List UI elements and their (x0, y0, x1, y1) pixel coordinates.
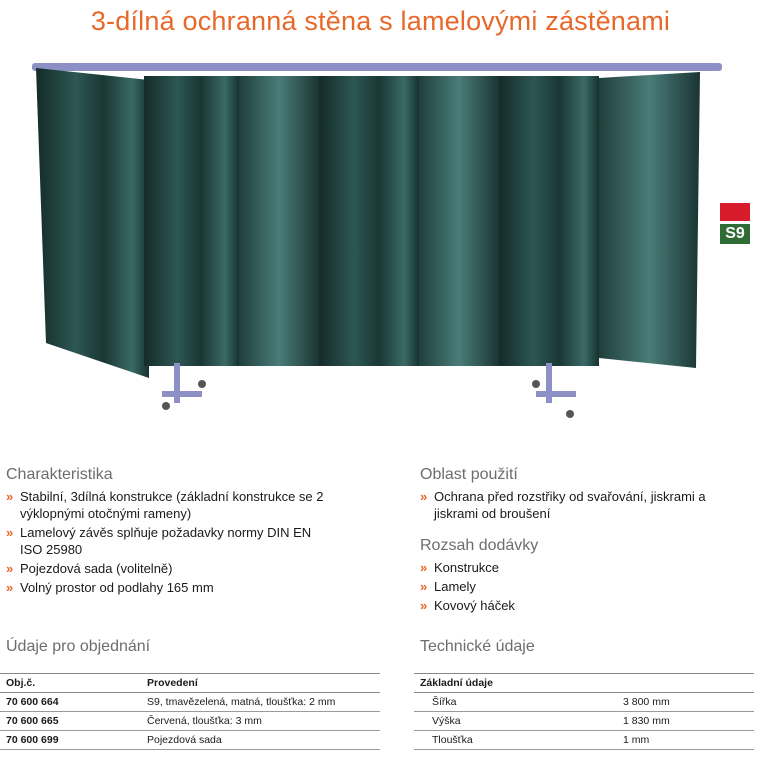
right-curtain (599, 72, 700, 368)
spec-label: Tloušťka (414, 731, 617, 750)
lamella (239, 76, 319, 366)
characteristics-list (6, 488, 326, 598)
top-rail (32, 63, 722, 71)
product-image (24, 58, 734, 438)
table-row (0, 693, 380, 712)
list-item: » Kovový háček (420, 597, 720, 614)
category-badge (720, 203, 750, 244)
lamella (419, 76, 499, 366)
technical-table (414, 673, 754, 750)
list-item: » Lamely (420, 578, 720, 595)
characteristics-heading: Charakteristika (6, 466, 113, 483)
order-description: Pojezdová sada (141, 731, 380, 750)
column-header: Provedení (141, 674, 380, 693)
lamella (499, 76, 599, 366)
technical-group-header: Základní údaje (414, 674, 754, 693)
table-row (414, 731, 754, 750)
column-header: Obj.č. (0, 674, 141, 693)
spec-value: 1 mm (617, 731, 754, 750)
lamella (144, 76, 239, 366)
delivery-list (420, 559, 720, 616)
badge-red (720, 203, 750, 221)
order-description: Červená, tloušťka: 3 mm (141, 712, 380, 731)
list-item: » Konstrukce (420, 559, 720, 576)
list-item: » Stabilní, 3dílná konstrukce (základní konstrukce se 2 výklopnými otočnými rameny) (6, 488, 326, 522)
technical-heading: Technické údaje (420, 638, 535, 655)
usage-list (420, 488, 720, 524)
order-number: 70 600 699 (0, 731, 141, 750)
delivery-heading: Rozsah dodávky (420, 537, 539, 554)
order-number: 70 600 664 (0, 693, 141, 712)
list-item: » Volný prostor od podlahy 165 mm (6, 579, 326, 596)
order-number: 70 600 665 (0, 712, 141, 731)
usage-heading: Oblast použití (420, 466, 518, 483)
page-title: 3-dílná ochranná stěna s lamelovými zástěnami (90, 6, 671, 36)
list-item: » Pojezdová sada (volitelně) (6, 560, 326, 577)
order-heading: Údaje pro objednání (6, 638, 151, 655)
table-row (0, 731, 380, 750)
left-curtain (36, 68, 149, 378)
spec-label: Šířka (414, 693, 617, 712)
lamella (319, 76, 419, 366)
order-table (0, 673, 380, 750)
spec-value: 3 800 mm (617, 693, 754, 712)
table-row (414, 693, 754, 712)
badge-code: S9 (720, 224, 750, 244)
spec-label: Výška (414, 712, 617, 731)
list-item: » Ochrana před rozstřiky od svařování, jiskrami a jiskrami od broušení (420, 488, 720, 522)
list-item: » Lamelový závěs splňuje požadavky normy DIN EN ISO 25980 (6, 524, 326, 558)
spec-value: 1 830 mm (617, 712, 754, 731)
order-description: S9, tmavězelená, matná, tloušťka: 2 mm (141, 693, 380, 712)
table-row (414, 712, 754, 731)
table-row (0, 712, 380, 731)
